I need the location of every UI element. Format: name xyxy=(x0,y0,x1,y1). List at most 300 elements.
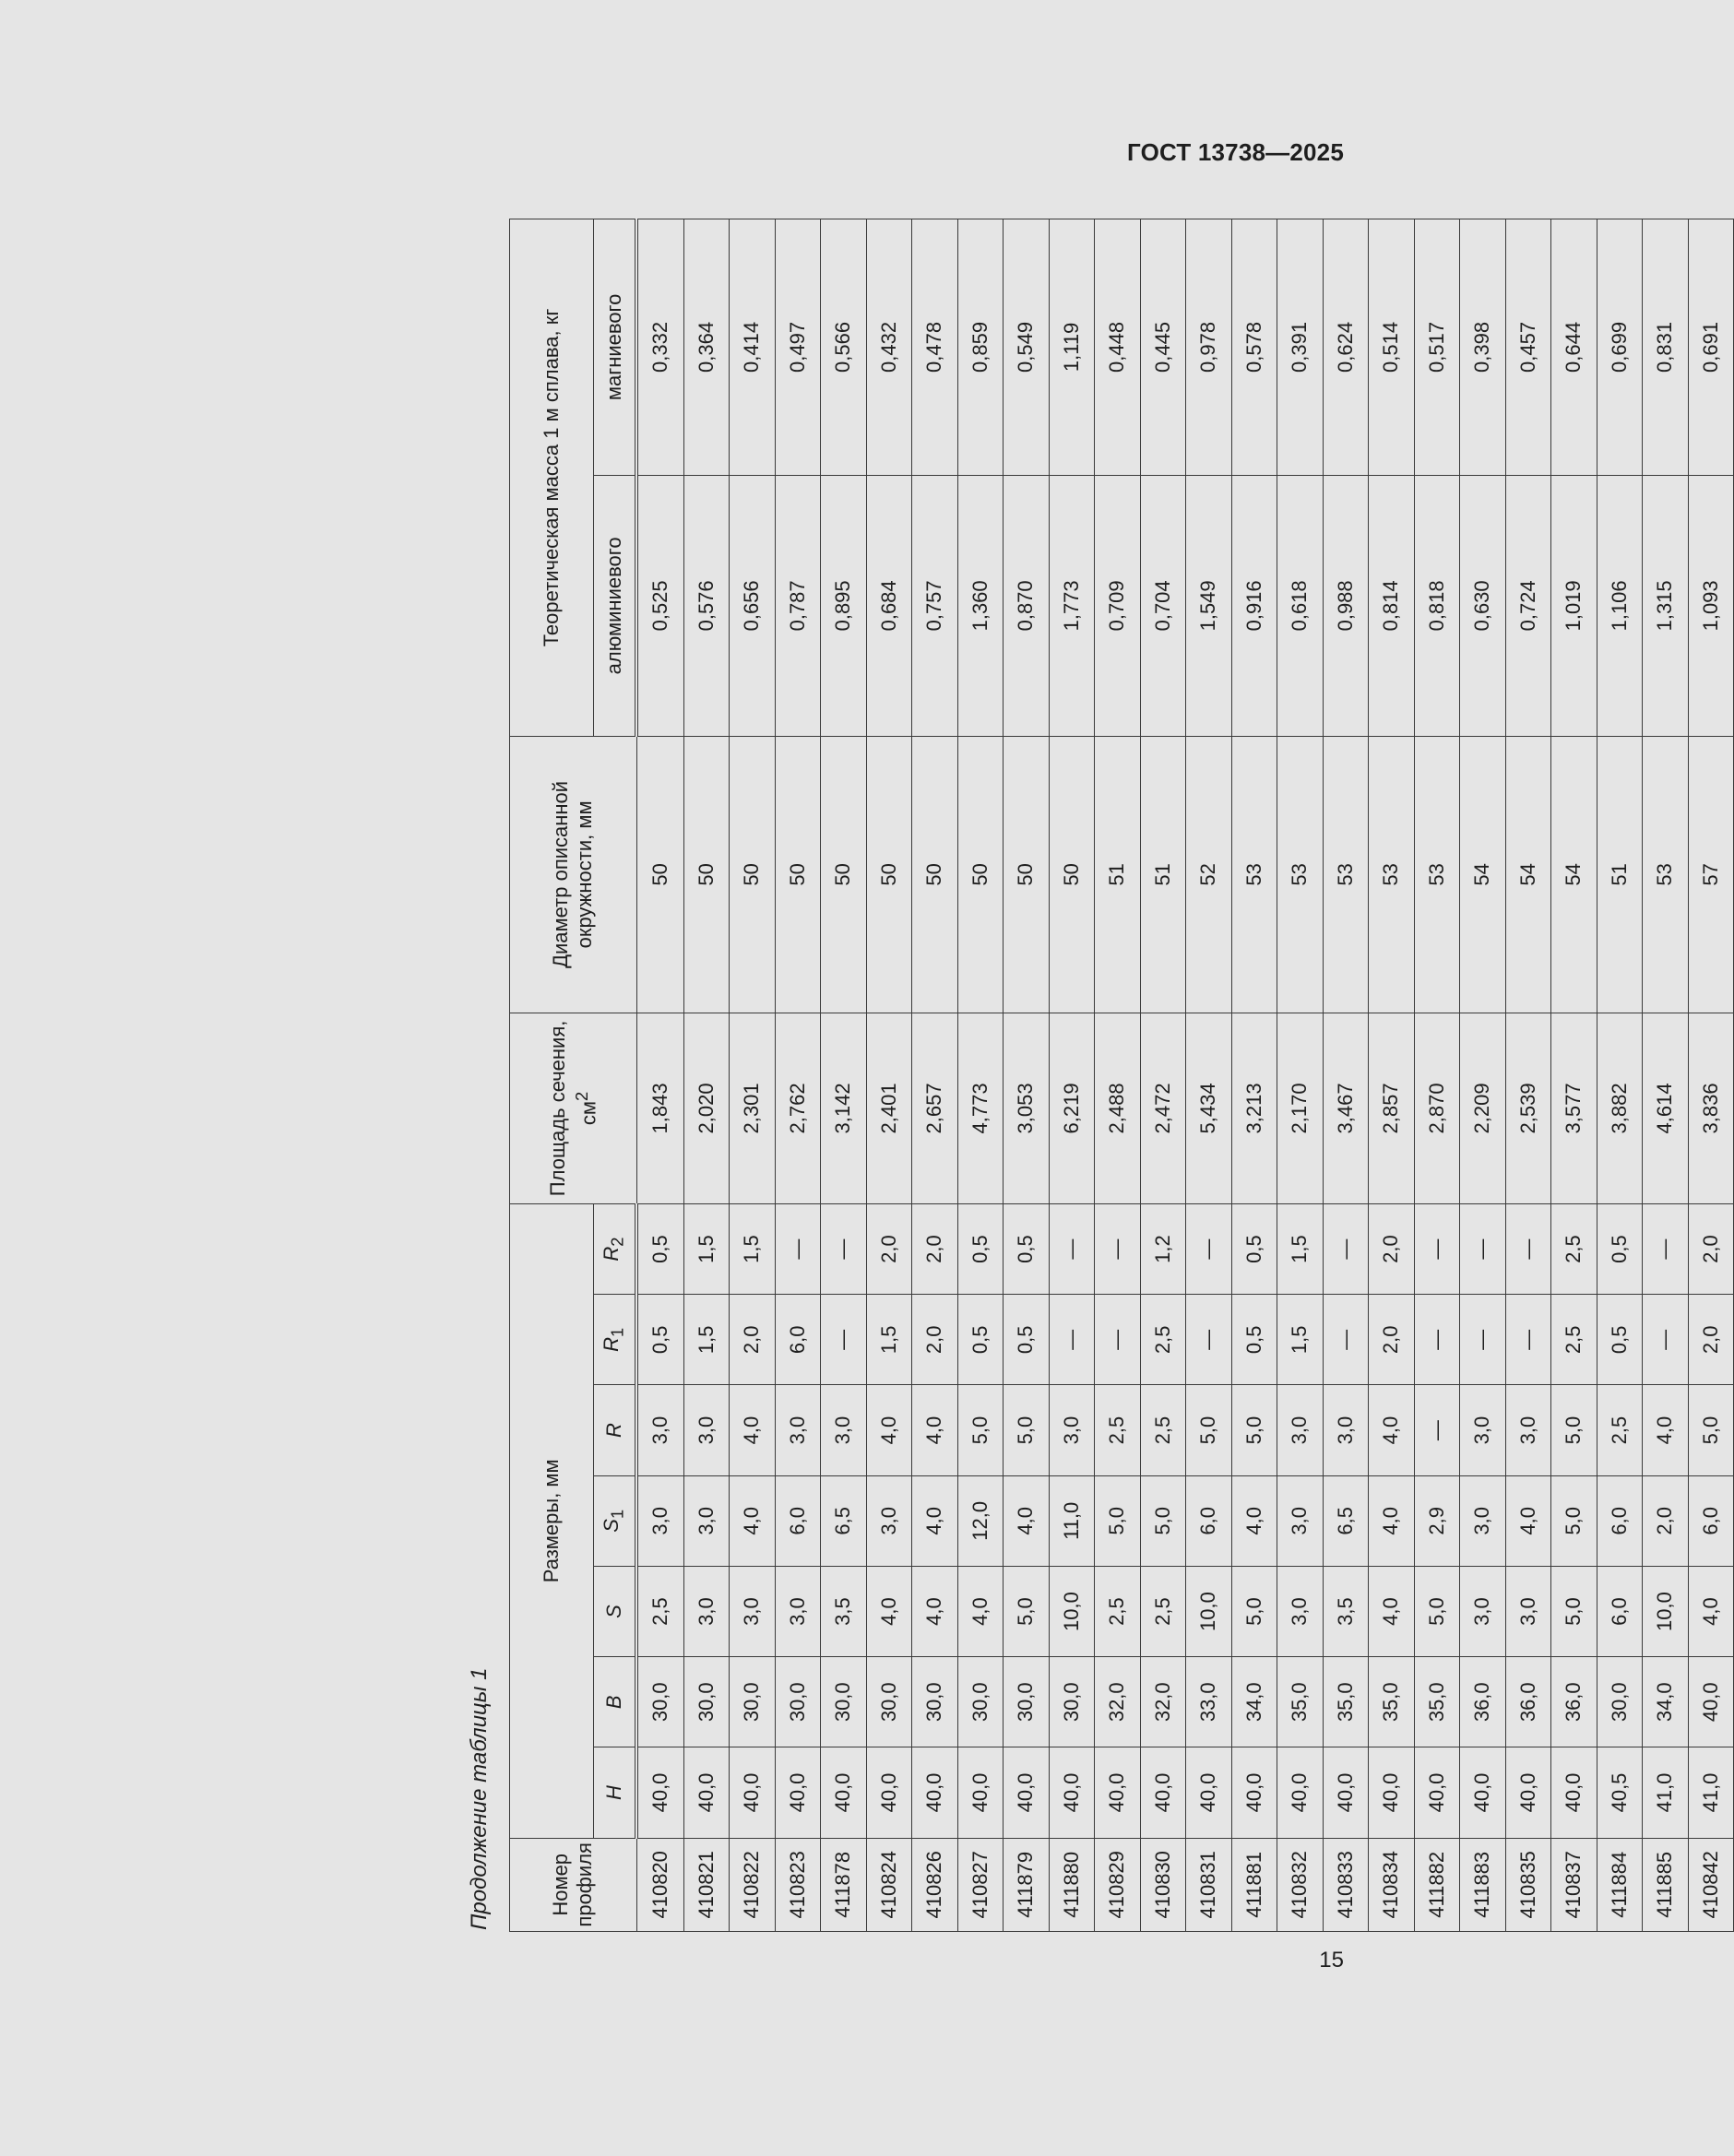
cell-area: 4,773 xyxy=(957,1013,1004,1203)
cell-dim-r1: 0,5 xyxy=(957,1295,1004,1385)
cell-diameter: 50 xyxy=(821,736,867,1013)
cell-profile-number: 410832 xyxy=(1277,1838,1324,1931)
cell-dim-r: 5,0 xyxy=(1231,1385,1277,1475)
cell-dim-h: 40,0 xyxy=(730,1747,776,1838)
table-row xyxy=(730,219,776,1932)
cell-dim-s1: 12,0 xyxy=(957,1475,1004,1566)
cell-dim-b: 30,0 xyxy=(866,1657,912,1747)
cell-dim-r1: 2,0 xyxy=(1688,1295,1734,1385)
table-row xyxy=(1095,219,1141,1932)
cell-area: 2,870 xyxy=(1414,1013,1460,1203)
cell-dim-h: 40,0 xyxy=(775,1747,821,1838)
cell-dim-r2: — xyxy=(1643,1203,1689,1294)
cell-mass-aluminium: 0,916 xyxy=(1231,475,1277,736)
cell-dim-r1: — xyxy=(821,1295,867,1385)
cell-mass-aluminium: 1,773 xyxy=(1049,475,1095,736)
cell-dim-b: 34,0 xyxy=(1643,1657,1689,1747)
cell-dim-r2: 0,5 xyxy=(636,1203,683,1294)
cell-area: 1,843 xyxy=(636,1013,683,1203)
col-header-H: H xyxy=(594,1747,637,1838)
cell-diameter: 50 xyxy=(866,736,912,1013)
cell-dim-r: 3,0 xyxy=(1049,1385,1095,1475)
cell-dim-h: 40,0 xyxy=(1277,1747,1324,1838)
cell-dim-s1: 3,0 xyxy=(1277,1475,1324,1566)
cell-area: 3,053 xyxy=(1004,1013,1050,1203)
cell-dim-s1: 4,0 xyxy=(912,1475,958,1566)
cell-dim-r1: — xyxy=(1323,1295,1369,1385)
table-row xyxy=(1551,219,1597,1932)
table-row xyxy=(1688,219,1734,1932)
table-row xyxy=(1369,219,1415,1932)
cell-dim-r1: 0,5 xyxy=(636,1295,683,1385)
cell-mass-aluminium: 0,988 xyxy=(1323,475,1369,736)
cell-dim-r2: 0,5 xyxy=(1231,1203,1277,1294)
cell-mass-magnesium: 0,549 xyxy=(1004,219,1050,476)
table-row xyxy=(1140,219,1186,1932)
cell-dim-b: 30,0 xyxy=(636,1657,683,1747)
cell-dim-r2: 0,5 xyxy=(1004,1203,1050,1294)
cell-dim-r2: 1,5 xyxy=(1277,1203,1324,1294)
col-group-mass: Теоретическая масса 1 м сплава, кг xyxy=(510,219,594,737)
cell-mass-aluminium: 0,895 xyxy=(821,475,867,736)
table-row xyxy=(912,219,958,1932)
cell-dim-r1: 2,0 xyxy=(912,1295,958,1385)
cell-profile-number: 410824 xyxy=(866,1838,912,1931)
cell-profile-number: 410820 xyxy=(636,1838,683,1931)
table-row xyxy=(775,219,821,1932)
table-row xyxy=(1323,219,1369,1932)
cell-mass-aluminium: 0,576 xyxy=(683,475,730,736)
cell-dim-r2: — xyxy=(1505,1203,1551,1294)
cell-dim-h: 40,0 xyxy=(1460,1747,1506,1838)
cell-area: 3,836 xyxy=(1688,1013,1734,1203)
cell-dim-r2: 0,5 xyxy=(1597,1203,1643,1294)
cell-area: 2,209 xyxy=(1460,1013,1506,1203)
cell-dim-r: 3,0 xyxy=(1505,1385,1551,1475)
cell-dim-r2: — xyxy=(1414,1203,1460,1294)
col-header-R2: $R_2$ xyxy=(594,1203,637,1294)
cell-dim-s: 3,0 xyxy=(730,1566,776,1656)
cell-dim-s: 4,0 xyxy=(957,1566,1004,1656)
cell-profile-number: 411880 xyxy=(1049,1838,1095,1931)
cell-dim-h: 40,0 xyxy=(1186,1747,1232,1838)
col-header-B: B xyxy=(594,1657,637,1747)
cell-dim-r2: 1,5 xyxy=(730,1203,776,1294)
table-row xyxy=(957,219,1004,1932)
cell-mass-magnesium: 0,578 xyxy=(1231,219,1277,476)
cell-dim-r: 3,0 xyxy=(1460,1385,1506,1475)
cell-dim-r: 3,0 xyxy=(1323,1385,1369,1475)
cell-dim-s1: 5,0 xyxy=(1095,1475,1141,1566)
cell-profile-number: 410829 xyxy=(1095,1838,1141,1931)
cell-dim-r: 5,0 xyxy=(1688,1385,1734,1475)
cell-area: 3,142 xyxy=(821,1013,867,1203)
table-row xyxy=(1643,219,1689,1932)
cell-mass-magnesium: 0,391 xyxy=(1277,219,1324,476)
col-header-R: R xyxy=(594,1385,637,1475)
cell-dim-r2: — xyxy=(1186,1203,1232,1294)
cell-dim-s: 3,0 xyxy=(1277,1566,1324,1656)
doc-code: ГОСТ 13738—2025 xyxy=(1127,138,1344,166)
cell-dim-r: 2,5 xyxy=(1095,1385,1141,1475)
cell-dim-r1: 2,0 xyxy=(730,1295,776,1385)
cell-mass-magnesium: 0,566 xyxy=(821,219,867,476)
cell-dim-r: 4,0 xyxy=(1369,1385,1415,1475)
cell-mass-magnesium: 0,644 xyxy=(1551,219,1597,476)
cell-mass-aluminium: 0,630 xyxy=(1460,475,1506,736)
cell-area: 6,219 xyxy=(1049,1013,1095,1203)
cell-dim-r1: 2,5 xyxy=(1140,1295,1186,1385)
cell-dim-r: 5,0 xyxy=(1004,1385,1050,1475)
cell-dim-r1: — xyxy=(1643,1295,1689,1385)
cell-dim-h: 40,0 xyxy=(1095,1747,1141,1838)
cell-diameter: 50 xyxy=(1004,736,1050,1013)
cell-profile-number: 410821 xyxy=(683,1838,730,1931)
cell-diameter: 53 xyxy=(1323,736,1369,1013)
cell-mass-aluminium: 0,709 xyxy=(1095,475,1141,736)
cell-diameter: 50 xyxy=(775,736,821,1013)
cell-dim-b: 30,0 xyxy=(730,1657,776,1747)
cell-area: 2,301 xyxy=(730,1013,776,1203)
cell-profile-number: 411885 xyxy=(1643,1838,1689,1931)
cell-diameter: 51 xyxy=(1095,736,1141,1013)
cell-dim-s1: 3,0 xyxy=(683,1475,730,1566)
cell-dim-r: 5,0 xyxy=(1186,1385,1232,1475)
cell-mass-magnesium: 0,517 xyxy=(1414,219,1460,476)
cell-diameter: 50 xyxy=(730,736,776,1013)
cell-profile-number: 410831 xyxy=(1186,1838,1232,1931)
cell-diameter: 54 xyxy=(1505,736,1551,1013)
col-header-magnesium: магниевого xyxy=(594,219,637,476)
cell-profile-number: 410834 xyxy=(1369,1838,1415,1931)
cell-dim-r: 4,0 xyxy=(866,1385,912,1475)
cell-area: 3,467 xyxy=(1323,1013,1369,1203)
cell-mass-aluminium: 0,525 xyxy=(636,475,683,736)
cell-dim-s: 10,0 xyxy=(1643,1566,1689,1656)
cell-dim-s: 3,0 xyxy=(775,1566,821,1656)
cell-diameter: 53 xyxy=(1231,736,1277,1013)
cell-dim-s1: 5,0 xyxy=(1551,1475,1597,1566)
cell-dim-r1: — xyxy=(1049,1295,1095,1385)
cell-dim-h: 40,0 xyxy=(1369,1747,1415,1838)
cell-dim-r1: 1,5 xyxy=(683,1295,730,1385)
cell-profile-number: 410830 xyxy=(1140,1838,1186,1931)
cell-dim-r2: 1,5 xyxy=(683,1203,730,1294)
cell-area: 2,472 xyxy=(1140,1013,1186,1203)
cell-dim-b: 32,0 xyxy=(1140,1657,1186,1747)
cell-dim-s: 5,0 xyxy=(1414,1566,1460,1656)
cell-dim-b: 35,0 xyxy=(1277,1657,1324,1747)
cell-dim-r1: 1,5 xyxy=(1277,1295,1324,1385)
cell-mass-magnesium: 0,448 xyxy=(1095,219,1141,476)
table-row xyxy=(1186,219,1232,1932)
cell-dim-s1: 5,0 xyxy=(1140,1475,1186,1566)
cell-mass-aluminium: 1,093 xyxy=(1688,475,1734,736)
cell-mass-aluminium: 1,360 xyxy=(957,475,1004,736)
cell-dim-h: 41,0 xyxy=(1643,1747,1689,1838)
cell-diameter: 54 xyxy=(1460,736,1506,1013)
cell-dim-s1: 6,5 xyxy=(1323,1475,1369,1566)
cell-dim-r2: — xyxy=(775,1203,821,1294)
table-row xyxy=(1597,219,1643,1932)
cell-profile-number: 411884 xyxy=(1597,1838,1643,1931)
table-row xyxy=(1231,219,1277,1932)
cell-mass-aluminium: 0,814 xyxy=(1369,475,1415,736)
cell-area: 2,401 xyxy=(866,1013,912,1203)
col-header-S1: $S_1$ xyxy=(594,1475,637,1566)
cell-dim-r: 3,0 xyxy=(683,1385,730,1475)
cell-dim-s1: 6,5 xyxy=(821,1475,867,1566)
cell-mass-magnesium: 0,478 xyxy=(912,219,958,476)
cell-dim-b: 36,0 xyxy=(1551,1657,1597,1747)
cell-profile-number: 410837 xyxy=(1551,1838,1597,1931)
cell-mass-aluminium: 0,757 xyxy=(912,475,958,736)
cell-dim-s: 3,5 xyxy=(821,1566,867,1656)
table-row xyxy=(1505,219,1551,1932)
cell-dim-h: 40,0 xyxy=(912,1747,958,1838)
cell-profile-number: 411879 xyxy=(1004,1838,1050,1931)
cell-dim-r: 3,0 xyxy=(775,1385,821,1475)
cell-profile-number: 410826 xyxy=(912,1838,958,1931)
cell-dim-r1: — xyxy=(1505,1295,1551,1385)
cell-dim-r1: — xyxy=(1095,1295,1141,1385)
cell-dim-r1: 0,5 xyxy=(1597,1295,1643,1385)
table-body xyxy=(636,219,1734,1932)
cell-dim-b: 36,0 xyxy=(1460,1657,1506,1747)
cell-dim-s1: 2,9 xyxy=(1414,1475,1460,1566)
cell-mass-magnesium: 0,978 xyxy=(1186,219,1232,476)
cell-area: 2,762 xyxy=(775,1013,821,1203)
cell-dim-r: 2,5 xyxy=(1597,1385,1643,1475)
table-row xyxy=(1460,219,1506,1932)
cell-dim-r: 5,0 xyxy=(1551,1385,1597,1475)
cell-profile-number: 410835 xyxy=(1505,1838,1551,1931)
cell-mass-aluminium: 0,818 xyxy=(1414,475,1460,736)
cell-profile-number: 411883 xyxy=(1460,1838,1506,1931)
cell-mass-magnesium: 1,119 xyxy=(1049,219,1095,476)
cell-dim-b: 30,0 xyxy=(775,1657,821,1747)
cell-profile-number: 410833 xyxy=(1323,1838,1369,1931)
cell-dim-s1: 3,0 xyxy=(1460,1475,1506,1566)
cell-dim-s1: 2,0 xyxy=(1643,1475,1689,1566)
cell-dim-s: 4,0 xyxy=(866,1566,912,1656)
cell-area: 2,170 xyxy=(1277,1013,1324,1203)
cell-mass-magnesium: 0,414 xyxy=(730,219,776,476)
table-row xyxy=(1004,219,1050,1932)
cell-dim-h: 40,0 xyxy=(866,1747,912,1838)
cell-dim-b: 30,0 xyxy=(1597,1657,1643,1747)
cell-dim-b: 30,0 xyxy=(1004,1657,1050,1747)
cell-profile-number: 411882 xyxy=(1414,1838,1460,1931)
table-row xyxy=(866,219,912,1932)
cell-mass-aluminium: 0,724 xyxy=(1505,475,1551,736)
cell-dim-r: 4,0 xyxy=(730,1385,776,1475)
col-header-R1: $R_1$ xyxy=(594,1295,637,1385)
cell-area: 2,020 xyxy=(683,1013,730,1203)
cell-mass-magnesium: 0,364 xyxy=(683,219,730,476)
cell-mass-aluminium: 0,704 xyxy=(1140,475,1186,736)
cell-dim-s: 2,5 xyxy=(636,1566,683,1656)
cell-dim-h: 40,0 xyxy=(1505,1747,1551,1838)
rotated-table-block xyxy=(461,217,1722,1932)
cell-dim-b: 30,0 xyxy=(821,1657,867,1747)
cell-dim-r1: — xyxy=(1186,1295,1232,1385)
cell-dim-h: 40,0 xyxy=(1414,1747,1460,1838)
cell-area: 5,434 xyxy=(1186,1013,1232,1203)
cell-area: 2,488 xyxy=(1095,1013,1141,1203)
cell-dim-b: 40,0 xyxy=(1688,1657,1734,1747)
cell-mass-aluminium: 0,870 xyxy=(1004,475,1050,736)
table-row xyxy=(636,219,683,1932)
col-group-dimensions: Размеры, мм xyxy=(510,1203,594,1838)
cell-dim-s: 3,5 xyxy=(1323,1566,1369,1656)
cell-dim-s1: 6,0 xyxy=(1688,1475,1734,1566)
cell-dim-r1: 2,0 xyxy=(1369,1295,1415,1385)
cell-dim-s: 3,0 xyxy=(683,1566,730,1656)
cell-mass-magnesium: 0,432 xyxy=(866,219,912,476)
cell-diameter: 50 xyxy=(636,736,683,1013)
cell-diameter: 51 xyxy=(1597,736,1643,1013)
cell-dim-s: 4,0 xyxy=(1369,1566,1415,1656)
cell-dim-s: 3,0 xyxy=(1505,1566,1551,1656)
cell-dim-b: 30,0 xyxy=(957,1657,1004,1747)
cell-dim-h: 40,0 xyxy=(1551,1747,1597,1838)
cell-dim-h: 40,0 xyxy=(1231,1747,1277,1838)
cell-profile-number: 410822 xyxy=(730,1838,776,1931)
cell-diameter: 52 xyxy=(1186,736,1232,1013)
cell-dim-s: 3,0 xyxy=(1460,1566,1506,1656)
cell-dim-r: 3,0 xyxy=(636,1385,683,1475)
cell-dim-r2: — xyxy=(1460,1203,1506,1294)
cell-profile-number: 411878 xyxy=(821,1838,867,1931)
cell-dim-h: 40,0 xyxy=(1004,1747,1050,1838)
cell-profile-number: 411881 xyxy=(1231,1838,1277,1931)
cell-mass-magnesium: 0,699 xyxy=(1597,219,1643,476)
col-header-profile: Номер профиля xyxy=(510,1838,637,1931)
cell-dim-r2: 2,0 xyxy=(866,1203,912,1294)
cell-dim-s: 5,0 xyxy=(1551,1566,1597,1656)
cell-mass-aluminium: 0,684 xyxy=(866,475,912,736)
cell-dim-s: 4,0 xyxy=(912,1566,958,1656)
table-row xyxy=(683,219,730,1932)
cell-dim-r1: — xyxy=(1414,1295,1460,1385)
cell-dim-h: 40,0 xyxy=(1049,1747,1095,1838)
cell-diameter: 53 xyxy=(1369,736,1415,1013)
col-header-diameter: Диаметр описанной окружности, мм xyxy=(510,736,637,1013)
cell-dim-r1: 2,5 xyxy=(1551,1295,1597,1385)
cell-dim-b: 35,0 xyxy=(1323,1657,1369,1747)
cell-dim-b: 36,0 xyxy=(1505,1657,1551,1747)
cell-area: 3,577 xyxy=(1551,1013,1597,1203)
cell-dim-h: 40,0 xyxy=(1323,1747,1369,1838)
cell-mass-magnesium: 0,859 xyxy=(957,219,1004,476)
cell-mass-magnesium: 0,497 xyxy=(775,219,821,476)
cell-dim-r2: — xyxy=(1095,1203,1141,1294)
cell-dim-s: 2,5 xyxy=(1095,1566,1141,1656)
cell-dim-h: 40,0 xyxy=(1140,1747,1186,1838)
cell-dim-r2: 2,0 xyxy=(1369,1203,1415,1294)
cell-dim-h: 41,0 xyxy=(1688,1747,1734,1838)
cell-dim-s1: 3,0 xyxy=(866,1475,912,1566)
col-header-S: S xyxy=(594,1566,637,1656)
cell-mass-magnesium: 0,624 xyxy=(1323,219,1369,476)
cell-dim-b: 35,0 xyxy=(1369,1657,1415,1747)
cell-dim-h: 40,5 xyxy=(1597,1747,1643,1838)
cell-mass-aluminium: 0,618 xyxy=(1277,475,1324,736)
cell-mass-aluminium: 1,106 xyxy=(1597,475,1643,736)
cell-dim-r1: — xyxy=(1460,1295,1506,1385)
cell-mass-magnesium: 0,398 xyxy=(1460,219,1506,476)
cell-dim-r: 4,0 xyxy=(912,1385,958,1475)
cell-dim-s1: 6,0 xyxy=(775,1475,821,1566)
cell-diameter: 54 xyxy=(1551,736,1597,1013)
cell-profile-number: 410842 xyxy=(1688,1838,1734,1931)
cell-dim-r: 3,0 xyxy=(1277,1385,1324,1475)
cell-area: 3,882 xyxy=(1597,1013,1643,1203)
cell-area: 2,539 xyxy=(1505,1013,1551,1203)
cell-mass-aluminium: 1,549 xyxy=(1186,475,1232,736)
table-caption: Продолжение таблицы 1 xyxy=(467,1667,492,1930)
table-row xyxy=(821,219,867,1932)
cell-dim-b: 30,0 xyxy=(912,1657,958,1747)
cell-diameter: 53 xyxy=(1643,736,1689,1013)
cell-dim-s1: 4,0 xyxy=(1231,1475,1277,1566)
cell-diameter: 53 xyxy=(1277,736,1324,1013)
cell-dim-r: — xyxy=(1414,1385,1460,1475)
cell-dim-r: 4,0 xyxy=(1643,1385,1689,1475)
cell-profile-number: 410827 xyxy=(957,1838,1004,1931)
cell-diameter: 50 xyxy=(1049,736,1095,1013)
cell-dim-s: 2,5 xyxy=(1140,1566,1186,1656)
cell-dim-r: 3,0 xyxy=(821,1385,867,1475)
cell-dim-s: 10,0 xyxy=(1186,1566,1232,1656)
cell-diameter: 50 xyxy=(912,736,958,1013)
table-row xyxy=(1277,219,1324,1932)
cell-dim-s1: 3,0 xyxy=(636,1475,683,1566)
cell-dim-r: 2,5 xyxy=(1140,1385,1186,1475)
cell-mass-aluminium: 0,787 xyxy=(775,475,821,736)
cell-dim-b: 35,0 xyxy=(1414,1657,1460,1747)
cell-dim-s1: 4,0 xyxy=(1505,1475,1551,1566)
cell-mass-magnesium: 0,445 xyxy=(1140,219,1186,476)
cell-dim-r2: 0,5 xyxy=(957,1203,1004,1294)
cell-dim-r1: 1,5 xyxy=(866,1295,912,1385)
cell-dim-s1: 4,0 xyxy=(1004,1475,1050,1566)
cell-mass-magnesium: 0,457 xyxy=(1505,219,1551,476)
cell-dim-b: 33,0 xyxy=(1186,1657,1232,1747)
col-header-area: Площадь сечения, $см^2$ xyxy=(510,1013,637,1203)
cell-dim-s1: 11,0 xyxy=(1049,1475,1095,1566)
cell-dim-b: 32,0 xyxy=(1095,1657,1141,1747)
cell-dim-s: 6,0 xyxy=(1597,1566,1643,1656)
cell-dim-h: 40,0 xyxy=(683,1747,730,1838)
cell-dim-r1: 0,5 xyxy=(1231,1295,1277,1385)
cell-dim-h: 40,0 xyxy=(821,1747,867,1838)
cell-dim-s1: 6,0 xyxy=(1597,1475,1643,1566)
cell-mass-magnesium: 0,691 xyxy=(1688,219,1734,476)
cell-dim-r2: — xyxy=(821,1203,867,1294)
cell-mass-aluminium: 0,656 xyxy=(730,475,776,736)
cell-mass-magnesium: 0,831 xyxy=(1643,219,1689,476)
cell-dim-r1: 0,5 xyxy=(1004,1295,1050,1385)
table-row xyxy=(1414,219,1460,1932)
cell-mass-aluminium: 1,315 xyxy=(1643,475,1689,736)
cell-dim-s1: 4,0 xyxy=(1369,1475,1415,1566)
cell-dim-s1: 4,0 xyxy=(730,1475,776,1566)
cell-mass-magnesium: 0,332 xyxy=(636,219,683,476)
table-row xyxy=(1049,219,1095,1932)
cell-area: 3,213 xyxy=(1231,1013,1277,1203)
